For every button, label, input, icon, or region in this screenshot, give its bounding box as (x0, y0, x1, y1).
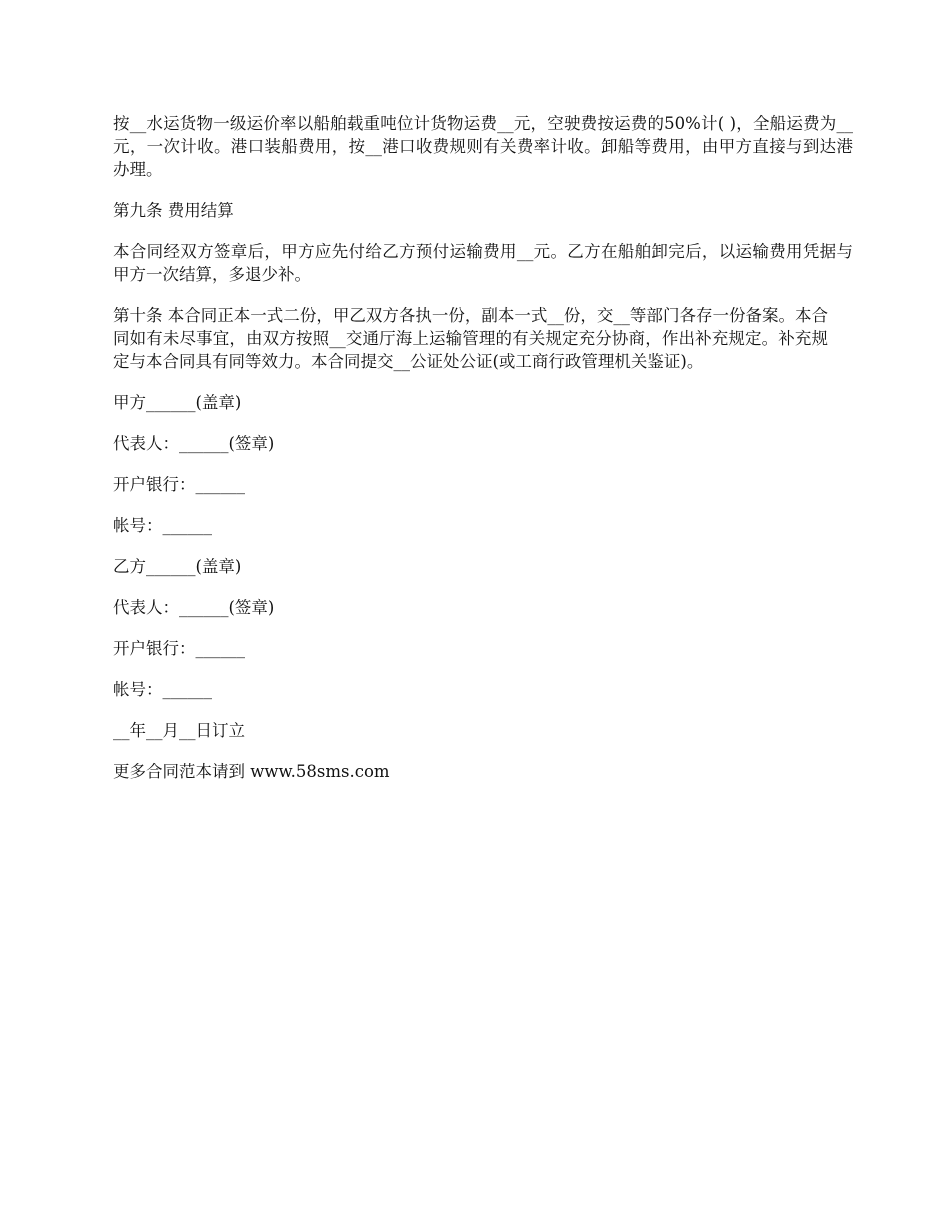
article-9-heading: 第九条 费用结算 (113, 201, 234, 220)
party-a-line: 甲方______(盖章) (113, 393, 242, 412)
party-a-representative: 代表人：______(签章) (113, 434, 275, 453)
party-b-bank: 开户银行：______ (113, 639, 245, 658)
party-b-account: 帐号：______ (113, 680, 212, 699)
party-b-line: 乙方______(盖章) (113, 557, 242, 576)
party-a-account: 帐号：______ (113, 516, 212, 535)
party-b-representative: 代表人：______(签章) (113, 598, 275, 617)
document-page (113, 112, 853, 801)
footer-link-text: 更多合同范本请到 www.58sms.com (113, 762, 390, 781)
article-10-paragraph: 第十条 本合同正本一式二份，甲乙双方各执一份，副本一式__份，交__等部门各存一份备案。本合同如有未尽事宜，由双方按照__交通厅海上运输管理的有关规定充分协商，作出补充规定。补充规定与本合同具有同等效力。本合同提交__公证处公证(或工商行政管理机关鉴证)。 (113, 306, 828, 371)
signing-date: __年__月__日订立 (113, 721, 245, 740)
freight-terms-paragraph: 按__水运货物一级运价率以船舶载重吨位计货物运费__元，空驶费按运费的50%计( )，全船运费为__元，一次计收。港口装船费用，按__港口收费规则有关费率计收。卸船等费用，由甲方直接与到达港办理。 (113, 114, 853, 179)
party-a-bank: 开户银行：______ (113, 475, 245, 494)
settlement-paragraph: 本合同经双方签章后，甲方应先付给乙方预付运输费用__元。乙方在船舶卸完后，以运输费用凭据与甲方一次结算，多退少补。 (113, 242, 853, 284)
